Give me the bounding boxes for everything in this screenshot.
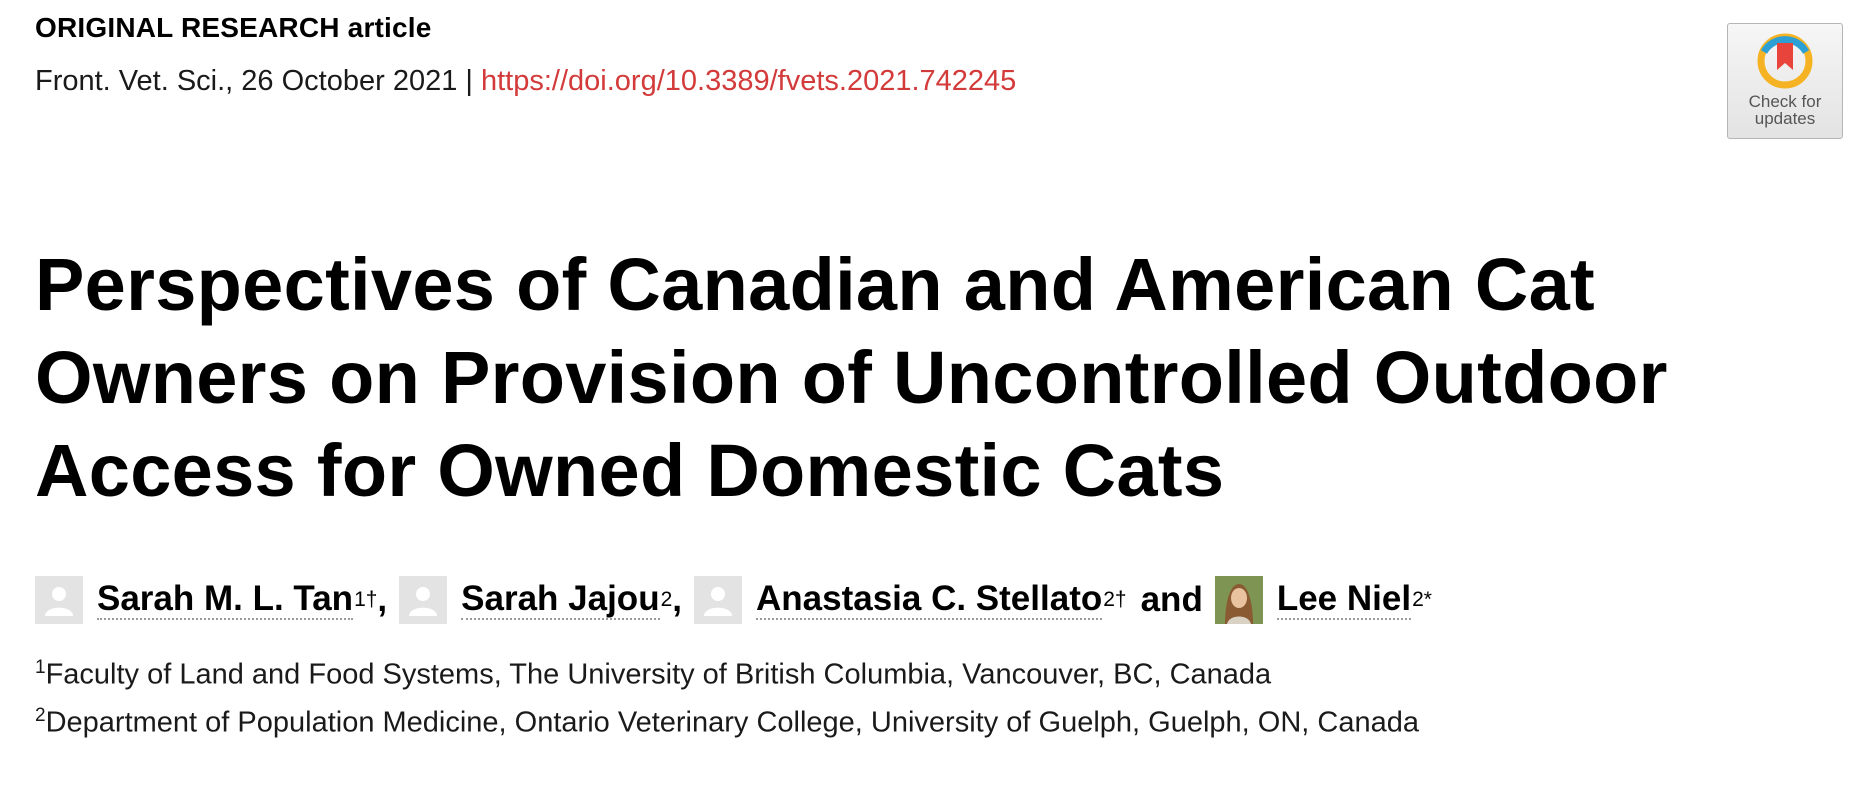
affiliation-text: Department of Population Medicine, Ontario Veterinary College, University of Guelph, Guelph, ON, Canada	[45, 706, 1419, 739]
citation-line	[35, 65, 1016, 98]
check-for-updates-button[interactable]	[1727, 23, 1843, 139]
author-separator: ,	[377, 580, 388, 619]
affiliation-text: Faculty of Land and Food Systems, The University of British Columbia, Vancouver, BC, Canada	[45, 658, 1272, 691]
affiliation	[35, 657, 1271, 692]
check-for-updates-label: Check for updates	[1748, 92, 1822, 128]
author-avatar-placeholder[interactable]	[399, 576, 447, 624]
author-list	[35, 575, 1432, 625]
author-name-link[interactable]: Sarah Jajou	[461, 579, 660, 618]
author-affiliation-marker: 1†	[354, 588, 378, 611]
user-icon	[42, 583, 76, 617]
affiliation-number: 1	[35, 657, 46, 678]
author-avatar-placeholder[interactable]	[694, 576, 742, 624]
affiliation-number: 2	[35, 705, 46, 726]
article-title	[35, 238, 1815, 517]
author-name-link[interactable]: Lee Niel	[1276, 579, 1412, 618]
check-for-updates-icon	[1754, 30, 1816, 92]
article-type-label: ORIGINAL RESEARCH article	[35, 12, 432, 43]
affiliation	[35, 705, 1419, 740]
author-avatar-placeholder[interactable]	[35, 576, 83, 624]
author-avatar-photo[interactable]	[1215, 576, 1263, 624]
user-icon	[406, 583, 440, 617]
title-line: Owners on Provision of Uncontrolled Outdoor	[35, 336, 1668, 419]
author-separator: ,	[672, 580, 682, 619]
title-line: Access for Owned Domestic Cats	[35, 429, 1225, 512]
author-photo	[1215, 576, 1263, 624]
author-name-link[interactable]: Anastasia C. Stellato	[756, 579, 1103, 618]
author-name-link[interactable]: Sarah M. L. Tan	[97, 579, 354, 618]
doi-link[interactable]: https://doi.org/10.3389/fvets.2021.742245	[481, 65, 1017, 97]
journal-date: Front. Vet. Sci., 26 October 2021 |	[35, 65, 473, 97]
user-icon	[701, 583, 735, 617]
author-conjunction: and	[1140, 580, 1203, 619]
title-line: Perspectives of Canadian and American Cat	[35, 243, 1595, 326]
author-affiliation-marker: 2*	[1412, 588, 1432, 611]
author-affiliation-marker: 2	[660, 588, 673, 611]
author-affiliation-marker: 2†	[1103, 588, 1127, 611]
